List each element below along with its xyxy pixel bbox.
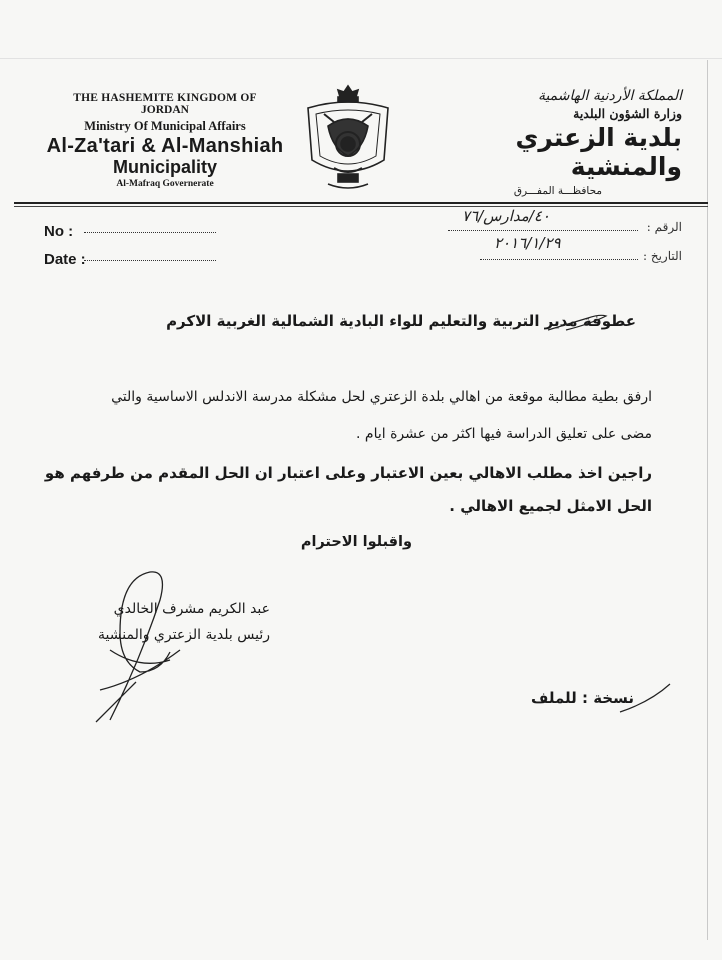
- ar-date-label: التاريخ :: [642, 249, 682, 263]
- letterhead-divider: [14, 202, 708, 204]
- letterhead-ar-governorate: محافظـــة المفـــرق: [513, 185, 602, 197]
- date-dotted-line: [84, 260, 216, 261]
- paragraph-1-line-2: مضى على تعليق الدراسة فيها اكثر من عشرة ايام .: [356, 426, 652, 442]
- reference-number: ٤٠/مدارس/٧٦: [462, 207, 550, 225]
- letterhead-municipality: Municipality: [112, 157, 217, 177]
- no-label: No :: [44, 223, 74, 240]
- signature-mark: [96, 572, 180, 722]
- letterhead-municipality-name: Al-Za'tari & Al-Manshiah: [46, 135, 284, 157]
- scan-edge-right: [707, 60, 708, 940]
- letterhead-english: [40, 92, 290, 189]
- paragraph-2-line-2: الحل الامثل لجميع الاهالي .: [449, 497, 652, 515]
- signatory-title: رئيس بلدية الزعتري والمنشية: [98, 627, 270, 643]
- letterhead-ar-municipality: بلدية الزعتري والمنشية: [515, 123, 682, 181]
- letterhead-divider-thin: [14, 206, 708, 207]
- letterhead-arabic: [442, 88, 682, 197]
- letterhead-jordan: JORDAN: [141, 104, 189, 116]
- letterhead-governorate: Al-Mafraq Governerate: [116, 179, 214, 189]
- closing-phrase: واقبلوا الاحترام: [300, 534, 412, 550]
- paragraph-2-line-1: راجين اخذ مطلب الاهالي بعين الاعتبار وعلى اعتبار ان الحل المقدم من طرفهم هو: [44, 464, 652, 482]
- ar-date-dotted-line: [480, 259, 638, 260]
- scan-edge-top: [0, 58, 722, 59]
- ar-no-dotted-line: [448, 230, 638, 231]
- signatory-name: عبد الكريم مشرف الخالدي: [113, 601, 270, 617]
- paragraph-1-line-1: ارفق بطية مطالبة موقعة من اهالي بلدة الزعتري لحل مشكلة مدرسة الاندلس الاساسية والتي: [111, 389, 652, 405]
- letterhead-ar-ministry: وزارة الشؤون البلدية: [573, 106, 682, 121]
- letterhead-ministry: Ministry Of Municipal Affairs: [84, 119, 246, 133]
- reference-date: ٢٠١٦/١/٢٩: [494, 234, 561, 252]
- coat-of-arms-icon: [298, 82, 398, 194]
- letterhead-ar-kingdom: المملكة الأردنية الهاشمية: [537, 88, 682, 104]
- copy-note: نسخة : للملف: [530, 689, 634, 707]
- addressee: عطوفة مدير التربية والتعليم للواء البادية الشمالية الغربية الاكرم: [166, 312, 636, 330]
- no-dotted-line: [84, 232, 216, 233]
- ar-no-label: الرقم :: [646, 220, 682, 234]
- date-label: Date :: [44, 251, 86, 268]
- letterhead-kingdom: THE HASHEMITE KINGDOM OF: [73, 92, 257, 104]
